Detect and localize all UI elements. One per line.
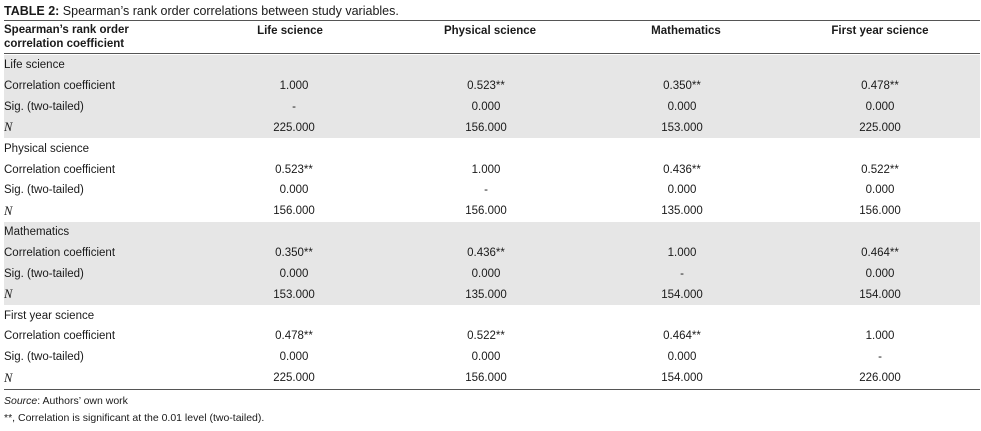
row-label: N xyxy=(4,370,13,385)
table-row xyxy=(4,97,980,118)
table-cell: 0.000 xyxy=(667,351,697,364)
row-label: Correlation coefficient xyxy=(4,163,116,176)
table-cell: 0.523** xyxy=(388,76,584,97)
table-cell: 154.000 xyxy=(780,284,980,305)
group-row-mathematics xyxy=(4,222,980,243)
group-title: First year science xyxy=(4,309,95,322)
table-row xyxy=(4,159,980,180)
source-label: Source xyxy=(4,395,38,407)
table-cell: 0.478** xyxy=(275,330,313,343)
table-cell: 1.000 xyxy=(471,163,501,176)
row-label: Correlation coefficient xyxy=(4,330,116,343)
row-label: N xyxy=(4,203,13,218)
table-cell: - xyxy=(200,97,388,118)
table-caption-text: Spearman’s rank order correlations between study variables. xyxy=(59,4,399,18)
table-cell: 156.000 xyxy=(859,205,901,218)
table-cell: 225.000 xyxy=(273,372,315,385)
row-label: Sig. (two-tailed) xyxy=(4,184,84,197)
column-header-first-year-science: First year science xyxy=(831,25,929,37)
table-row xyxy=(4,118,980,139)
table-cell: 154.000 xyxy=(661,372,703,385)
table-cell: 0.000 xyxy=(667,184,697,197)
table-cell: 1.000 xyxy=(584,243,780,264)
group-title: Mathematics xyxy=(4,222,980,243)
table-cell: 135.000 xyxy=(661,205,703,218)
table-cell: 0.000 xyxy=(388,263,584,284)
table-cell: 0.000 xyxy=(865,184,895,197)
table-row xyxy=(4,180,980,201)
correlation-table xyxy=(4,55,980,389)
source-text: : Authors’ own work xyxy=(37,395,128,407)
table-cell: 1.000 xyxy=(865,330,895,343)
table-bottom-rule xyxy=(4,389,980,390)
column-header-physical-science: Physical science xyxy=(443,25,537,37)
table-row xyxy=(4,284,980,305)
table-cell: 1.000 xyxy=(200,76,388,97)
table-cell: 156.000 xyxy=(465,372,507,385)
table-caption xyxy=(4,3,399,19)
table-cell: 0.000 xyxy=(584,97,780,118)
table-cell: 0.523** xyxy=(275,163,313,176)
table-cell: 0.464** xyxy=(780,243,980,264)
table-cell: 153.000 xyxy=(200,284,388,305)
table-top-rule xyxy=(4,20,980,21)
column-header-mathematics: Mathematics xyxy=(651,25,721,37)
table-cell: 0.522** xyxy=(861,163,899,176)
table-cell: 0.000 xyxy=(780,97,980,118)
table-cell: 135.000 xyxy=(388,284,584,305)
table-cell: 0.464** xyxy=(663,330,701,343)
row-label: Sig. (two-tailed) xyxy=(4,351,84,364)
table-row xyxy=(4,201,980,222)
group-title: Physical science xyxy=(4,142,90,155)
table-cell: - xyxy=(878,351,882,364)
table-cell: 0.436** xyxy=(663,163,701,176)
row-label: Sig. (two-tailed) xyxy=(4,263,200,284)
table-cell: 0.000 xyxy=(279,184,309,197)
table-cell: 0.000 xyxy=(279,351,309,364)
table-cell: 0.522** xyxy=(467,330,505,343)
table-row xyxy=(4,243,980,264)
source-note xyxy=(4,394,128,408)
table-cell: 225.000 xyxy=(200,118,388,139)
table-cell: 0.000 xyxy=(388,97,584,118)
table-cell: 225.000 xyxy=(780,118,980,139)
table-row xyxy=(4,347,980,368)
significance-note: **, Correlation is significant at the 0.01 level (two-tailed). xyxy=(4,412,265,424)
table-cell: 153.000 xyxy=(584,118,780,139)
row-label: Correlation coefficient xyxy=(4,76,200,97)
table-cell: 156.000 xyxy=(388,118,584,139)
row-label: Sig. (two-tailed) xyxy=(4,97,200,118)
table-cell: - xyxy=(584,263,780,284)
group-row-physical-science xyxy=(4,138,980,159)
table-cell: 0.000 xyxy=(780,263,980,284)
table-cell: 226.000 xyxy=(859,372,901,385)
group-title: Life science xyxy=(4,55,980,76)
row-label: N xyxy=(4,284,200,305)
table-cell: 156.000 xyxy=(465,205,507,218)
table-cell: 156.000 xyxy=(273,205,315,218)
table-caption-label: TABLE 2: xyxy=(4,4,60,18)
row-label: Correlation coefficient xyxy=(4,243,200,264)
table-cell: 0.436** xyxy=(388,243,584,264)
row-header-line2: correlation coefficient xyxy=(4,38,125,50)
table-row xyxy=(4,326,980,347)
table-cell: 154.000 xyxy=(584,284,780,305)
table-row xyxy=(4,263,980,284)
table-cell: 0.350** xyxy=(200,243,388,264)
row-header-line1: Spearman’s rank order xyxy=(4,24,129,36)
group-row-life-science xyxy=(4,55,980,76)
table-cell: 0.350** xyxy=(584,76,780,97)
column-header-life-science: Life science xyxy=(257,25,323,37)
table-cell: 0.000 xyxy=(200,263,388,284)
group-row-first-year-science xyxy=(4,305,980,326)
table-cell: 0.000 xyxy=(471,351,501,364)
header-rule xyxy=(4,53,980,54)
row-label: N xyxy=(4,118,200,139)
row-header-label xyxy=(4,23,184,51)
table-cell: 0.478** xyxy=(780,76,980,97)
table-cell: - xyxy=(484,184,488,197)
table-row xyxy=(4,368,980,389)
table-row xyxy=(4,76,980,97)
